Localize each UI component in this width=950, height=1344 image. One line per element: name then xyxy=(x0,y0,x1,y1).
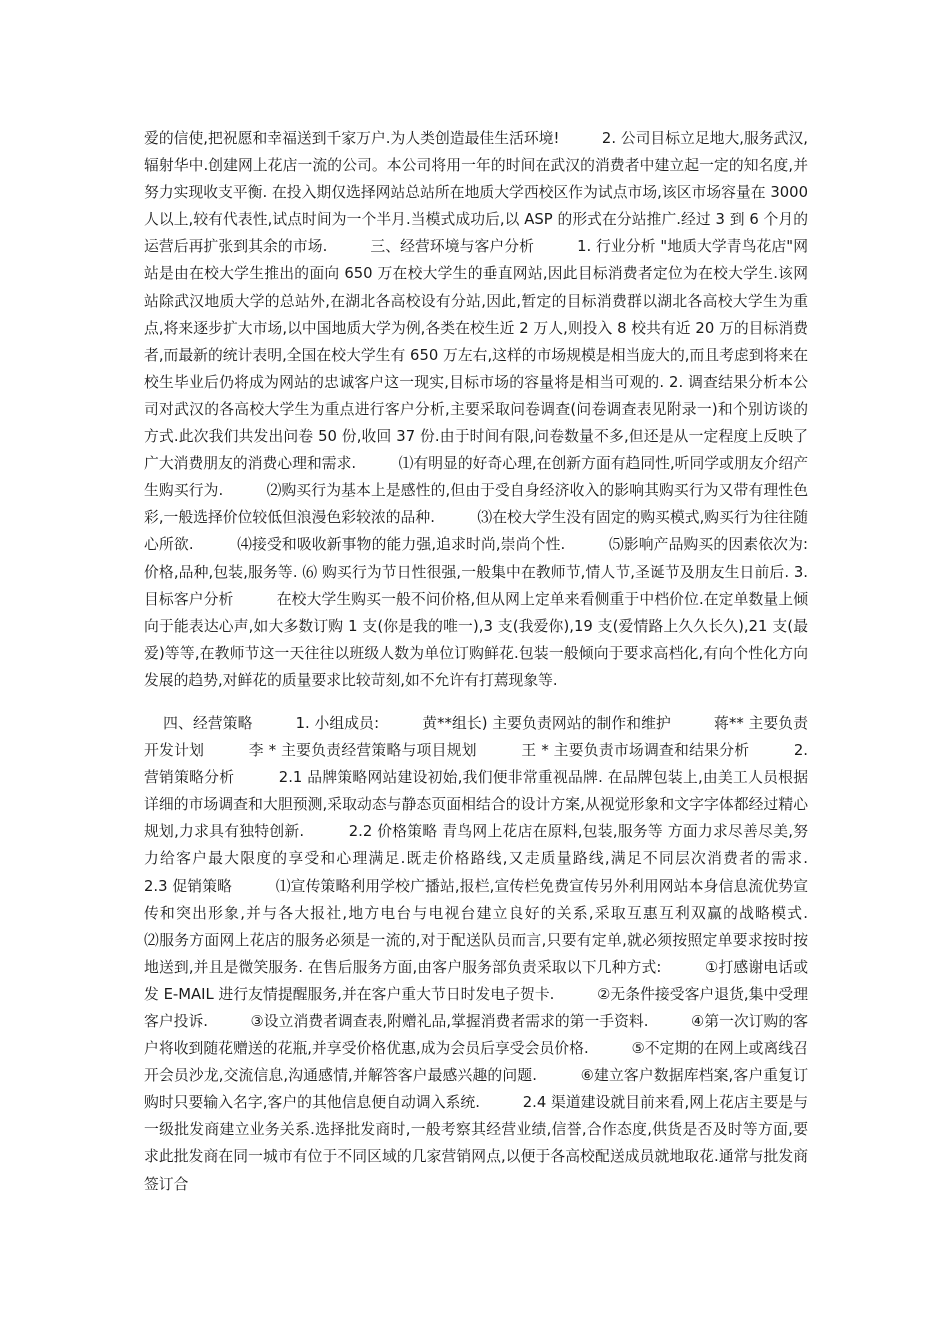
body-paragraph-business-strategy: 四、经营策略 1. 小组成员: 黄**组长) 主要负责网站的制作和维护 蒋** 主要负责开发计划 李 * 主要负责经营策略与项目规划 王 * 主要负责市场调查和结果分析 2. 营销策略分析 2.1 品牌策略网站建设初始,我们便非常重视品牌. 在品牌包装上,由美工人员根据详细的市场调查和大胆预测,采取动态与静态页面相结合的设计方案,从视觉形象和文字字体都经过精心规划,力求具有独特创新. 2.2 价格策略 青鸟网上花店在原料,包装,服务等 方面力求尽善尽美,努力给客户最大限度的享受和心理满足.既走价格路线,又走质量路线,满足不同层次消费者的需求. 2.3 促销策略 ⑴宣传策略利用学校广播站,报栏,宣传栏免费宣传另外利用网站本身信息流优势宣传和突出形象,并与各大报社,地方电台与电视台建立良好的关系,采取互惠互利双赢的战略模式. ⑵服务方面网上花店的服务必须是一流的,对于配送队员而言,只要有定单,就必须按照定单要求按时按地送到,并且是微笑服务. 在售后服务方面,由客户服务部负责采取以下几种方式: ①打感谢电话或发 E-MAIL 进行友情提醒服务,并在客户重大节日时发电子贺卡. ②无条件接受客户退货,集中受理客户投诉. ③设立消费者调查表,附赠礼品,掌握消费者需求的第一手资料. ④第一次订购的客户将收到随花赠送的花瓶,并享受价格优惠,成为会员后享受会员价格. ⑤不定期的在网上或离线召开会员沙龙,交流信息,沟通感情,并解答客户最感兴趣的问题. ⑥建立客户数据库档案,客户重复订购时只要输入名字,客户的其他信息便自动调入系统. 2.4 渠道建设就目前来看,网上花店主要是与一级批发商建立业务关系.选择批发商时,一般考察其经营业绩,信誉,合作态度,供货是否及时等方面,要求此批发商在同一城市有位于不同区域的几家营销网点,以便于各高校配送成员就地取花.通常与批发商签订合 xyxy=(144,714,851,1193)
body-paragraph-business-goals-and-customer-analysis: 爱的信使,把祝愿和幸福送到千家万户.为人类创造最佳生活环境! 2. 公司目标立足地大,服务武汉,辐射华中.创建网上花店一流的公司。本公司将用一年的时间在武汉的消费者中建立起一定的知名度,并努力实现收支平衡. 在投入期仅选择网站总站所在地质大学西校区作为试点市场,该区市场容量在 3000 人以上,较有代表性,试点时间为一个半月.当模式成功后,以 ASP 的形式在分站推广.经过 3 到 6 个月的运营后再扩张到其余的市场. 三、经营环境与客户分析 1. 行业分析 "地质大学青鸟花店"网站是由在校大学生推出的面向 650 万在校大学生的垂直网站,因此目标消费者定位为在校大学生.该网站除武汉地质大学的总站外,在湖北各高校设有分站,因此,暂定的目标消费群以湖北各高校大学生为重点,将来逐步扩大市场,以中国地质大学为例,各类在校生近 2 万人,则投入 8 校共有近 20 万的目标消费者,而最新的统计表明,全国在校大学生有 650 万左右,这样的市场规模是相当庞大的,而且考虑到将来在校生毕业后仍将成为网站的忠诚客户这一现实,目标市场的容量将是相当可观的. 2. 调查结果分析本公司对武汉的各高校大学生为重点进行客户分析,主要采取问卷调查(问卷调查表见附录一)和个别访谈的方式.此次我们共发出问卷 50 份,收回 37 份.由于时间有限,问卷数量不多,但还是从一定程度上反映了广大消费朋友的消费心理和需求. ⑴有明显的好奇心理,在创新方面有趋同性,听同学或朋友介绍产生购买行为. ⑵购买行为基本上是感性的,但由于受自身经济收入的影响其购买行为又带有理性色彩,一般选择价位较低但浪漫色彩较浓的品种. ⑶在校大学生没有固定的购买模式,购买行为往往随心所欲. ⑷接受和吸收新事物的能力强,追求时尚,崇尚个性. ⑸影响产品购买的因素依次为:价格,品种,包装,服务等. ⑹ 购买行为节日性很强,一般集中在教师节,情人节,圣诞节及朋友生日前后. 3. 目标客户分析 在校大学生购买一般不问价格,但从网上定单来看侧重于中档价位.在定单数量上倾向于能表达心声,如大多数订购 1 支(你是我的唯一),3 支(我爱你),19 支(爱情路上久久长久),21 支(最爱)等等,在教师节这一天往往以班级人数为单位订购鲜花.包装一般倾向于要求高档化,有向个性化方向发展的趋势,对鲜花的质量要求比较苛刻,如不允许有打蔫现象等. xyxy=(144,130,813,689)
document-page xyxy=(144,125,851,1198)
